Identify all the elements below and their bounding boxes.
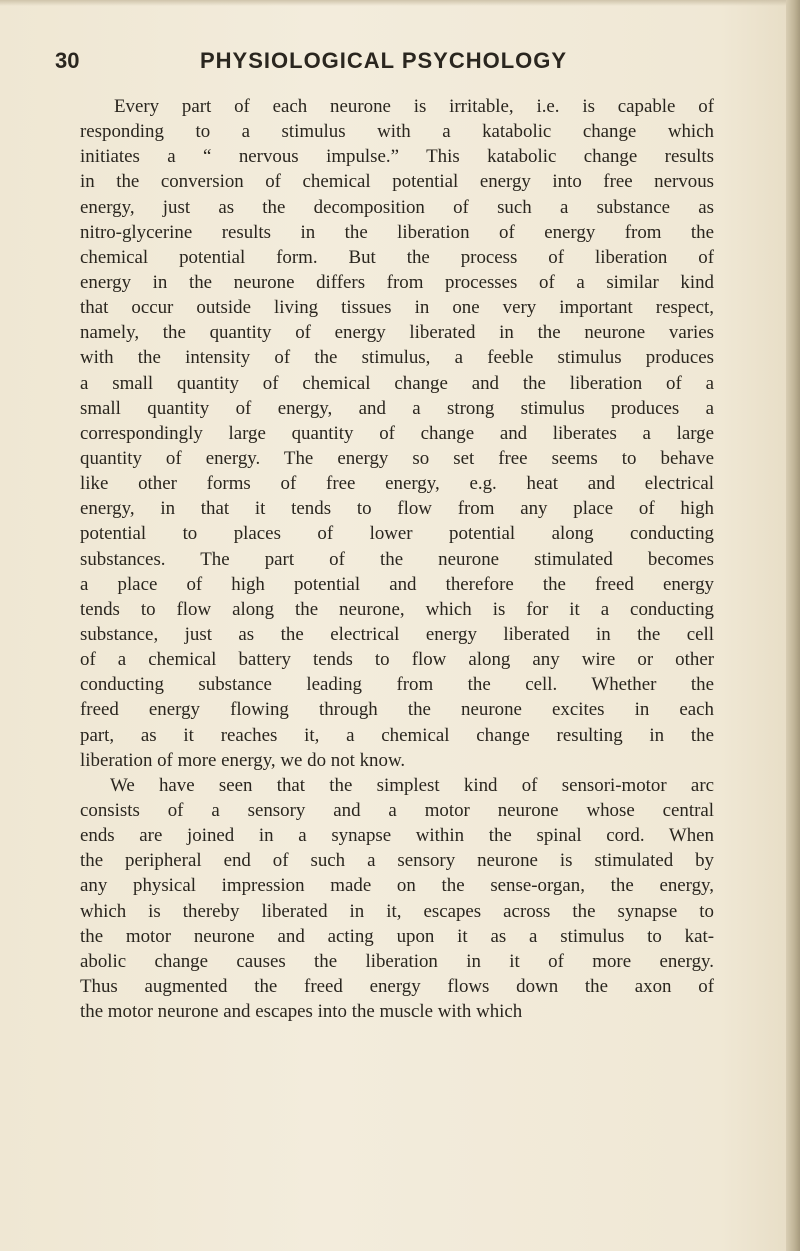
body-text	[80, 94, 714, 1024]
text-line: correspondingly large quantity of change and liberates a large	[80, 422, 714, 444]
text-line: namely, the quantity of energy liberated in the neurone varies	[80, 322, 714, 344]
text-line: chemical potential form. But the process of liberation of	[80, 246, 714, 268]
text-line: that occur outside living tissues in one very important respect,	[80, 297, 714, 319]
page-top-shadow	[0, 0, 800, 6]
text-line: freed energy flowing through the neurone excites in each	[80, 699, 714, 721]
text-line: part, as it reaches it, a chemical change resulting in the	[80, 724, 714, 746]
text-line: Every part of each neurone is irritable, i.e. is capable of	[114, 96, 714, 117]
text-line: abolic change causes the liberation in it of more energy.	[80, 950, 714, 972]
text-line: the motor neurone and acting upon it as a stimulus to kat-	[80, 925, 714, 947]
page-gutter-edge	[786, 0, 800, 1251]
text-line: energy in the neurone differs from processes of a similar kind	[80, 271, 714, 293]
text-line: substances. The part of the neurone stimulated becomes	[80, 548, 714, 570]
text-line: consists of a sensory and a motor neurone whose central	[80, 799, 714, 821]
text-line: the motor neurone and escapes into the muscle with which	[80, 1001, 523, 1023]
text-line: We have seen that the simplest kind of sensori-motor arc	[110, 774, 714, 796]
text-line: like other forms of free energy, e.g. heat and electrical	[80, 473, 714, 495]
text-line: energy, just as the decomposition of such a substance as	[80, 196, 714, 218]
text-line: with the intensity of the stimulus, a feeble stimulus produces	[80, 347, 714, 369]
text-line: in the conversion of chemical potential energy into free nervous	[80, 171, 714, 193]
text-line: a place of high potential and therefore the freed energy	[80, 573, 714, 595]
text-line: a small quantity of chemical change and the liberation of a	[80, 372, 714, 394]
text-line: conducting substance leading from the cell. Whether the	[80, 674, 714, 696]
text-line: small quantity of energy, and a strong stimulus produces a	[80, 397, 714, 419]
text-line: potential to places of lower potential along conducting	[80, 523, 714, 545]
text-line: Thus augmented the freed energy flows down the axon of	[80, 975, 714, 997]
text-line: substance, just as the electrical energy liberated in the cell	[80, 623, 714, 645]
page-number: 30	[55, 48, 80, 73]
text-line: any physical impression made on the sense-organ, the energy,	[80, 875, 714, 897]
text-line: quantity of energy. The energy so set free seems to behave	[80, 447, 714, 469]
text-line: nitro-glycerine results in the liberation of energy from the	[80, 221, 714, 243]
text-line: energy, in that it tends to flow from any place of high	[80, 498, 714, 520]
text-line: of a chemical battery tends to flow along any wire or other	[80, 649, 714, 671]
page-header	[55, 48, 755, 78]
text-line: responding to a stimulus with a katabolic change which	[80, 121, 714, 143]
running-head: PHYSIOLOGICAL PSYCHOLOGY	[200, 48, 568, 73]
text-line: tends to flow along the neurone, which is for it a conducting	[80, 598, 714, 620]
text-line: which is thereby liberated in it, escapes across the synapse to	[80, 900, 714, 922]
text-line: liberation of more energy, we do not know.	[80, 749, 406, 771]
text-line: ends are joined in a synapse within the spinal cord. When	[80, 825, 714, 847]
text-line: initiates a “ nervous impulse.” This katabolic change results	[80, 146, 714, 168]
text-line: the peripheral end of such a sensory neurone is stimulated by	[80, 850, 714, 872]
